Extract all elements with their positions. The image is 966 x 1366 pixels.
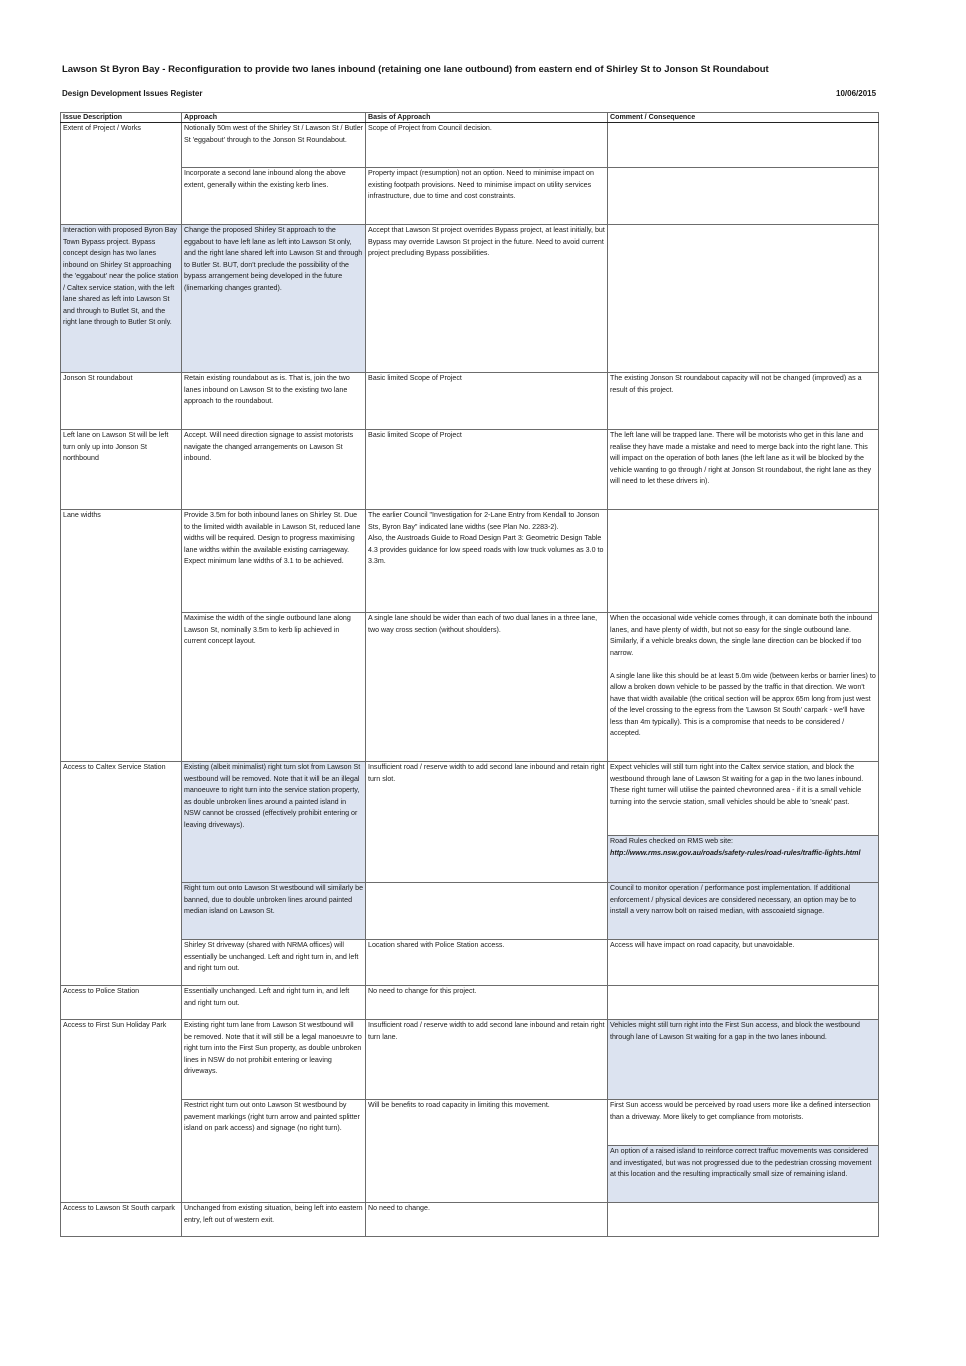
table-row (61, 510, 879, 613)
approach-cell: Change the proposed Shirley St approach to the eggabout to have left lane as left into Lawson St only, and the right lane shared left into Lawson St and through to Butler St. BUT, don't preclude the possibility of the bypass arrangement being developed in the future (linemarking changes granted). (182, 225, 366, 373)
table-row (61, 123, 879, 168)
comment-cell (608, 613, 879, 762)
basis-cell: Location shared with Police Station access. (366, 940, 608, 986)
document-title: Lawson St Byron Bay - Reconfiguration to provide two lanes inbound (retaining one lane outbound) from eastern end of Shirley St to Jonson St Roundabout (62, 64, 769, 75)
approach-cell: Essentially unchanged. Left and right turn in, and left and right turn out. (182, 986, 366, 1020)
register-subtitle: Design Development Issues Register (62, 89, 203, 98)
table-row (61, 1100, 879, 1146)
comment-cell (608, 986, 879, 1020)
approach-cell: Notionally 50m west of the Shirley St / Lawson St / Butler St 'eggabout' through to the Jonson St Roundabout. (182, 123, 366, 168)
basis-cell: Accept that Lawson St project overrides Bypass project, at least initially, but Bypass may override Lawson St project in the future. Need to avoid current project precluding Bypass possibilities. (366, 225, 608, 373)
issue-cell: Access to Caltex Service Station (61, 762, 182, 986)
table-row (61, 613, 879, 762)
comment-cell (608, 168, 879, 225)
table-row (61, 168, 879, 225)
basis-cell: No need to change for this project. (366, 986, 608, 1020)
comment-cell (608, 836, 879, 883)
comment-cell: First Sun access would be perceived by road users more like a defined intersection than a driveway. More likely to get compliance from motorists. (608, 1100, 879, 1146)
approach-cell: Restrict right turn out onto Lawson St westbound by pavement markings (right turn arrow and painted splitter island on park access) and signage (no right turn). (182, 1100, 366, 1203)
basis-cell: Will be benefits to road capacity in limiting this movement. (366, 1100, 608, 1203)
table-header-row (61, 113, 879, 123)
rms-note-label: Road Rules checked on RMS web site: (610, 837, 734, 845)
approach-cell: Provide 3.5m for both inbound lanes on Shirley St. Due to the limited width available in Lawson St, reduced lane widths will be required. Design to progress maximising lane widths within the available existing carriageway. Expect minimum lane widths of 3.1 to be achieved. (182, 510, 366, 613)
comment-cell: Expect vehicles will still turn right into the Caltex service station, and block the westbound through lane of Lawson St waiting for a gap in the two lanes inbound. These right turner will utilise the painted chevronned area - if it is a small vehicle turning into the servcie station, small vehicles should be able to 'sneak' past. (608, 762, 879, 836)
comment-cell: The existing Jonson St roundabout capacity will not be changed (improved) as a result of this project. (608, 373, 879, 430)
basis-cell: Insufficient road / reserve width to add second lane inbound and retain right turn slot. (366, 762, 608, 883)
column-header-issue: Issue Description (61, 113, 182, 123)
table-row (61, 986, 879, 1020)
approach-cell: Right turn out onto Lawson St westbound will similarly be banned, due to double unbroken lines around painted median island on Lawson St. (182, 883, 366, 940)
comment-cell (608, 225, 879, 373)
issue-cell: Jonson St roundabout (61, 373, 182, 430)
approach-cell: Accept. Will need direction signage to assist motorists navigate the changed arrangements on Lawson St inbound. (182, 430, 366, 510)
table-row (61, 1203, 879, 1237)
approach-cell: Existing (albeit minimalist) right turn slot from Lawson St westbound will be removed. Note that it will be an illegal manoeuvre to right turn into the service station property, as double unbroken lines around a painted island in NSW cannot be crossed (effectively prohibit entering or leaving driveways). (182, 762, 366, 883)
basis-cell: Basic limited Scope of Project (366, 430, 608, 510)
table-row (61, 373, 879, 430)
comment-cell (608, 123, 879, 168)
column-header-approach: Approach (182, 113, 366, 123)
comment-cell: Council to monitor operation / performance post implementation. If additional enforcement / physical devices are considered necessary, an option may be to install a very narrow bolt on raised median, with asscoaietd signage. (608, 883, 879, 940)
comment-cell: The left lane will be trapped lane. There will be motorists who get in this lane and realise they have made a mistake and need to merge back into the right lane. This will impact on the operation of both lanes (the left lane as it will be blocked by the vehicle wanting to go through / right at Jonson St roundabout, the right lane as they will need to let these drivers in). (608, 430, 879, 510)
paragraph-gap (610, 659, 876, 671)
approach-cell: Incorporate a second lane inbound along the above extent, generally within the existing kerb lines. (182, 168, 366, 225)
issue-cell: Access to Lawson St South carpark (61, 1203, 182, 1237)
issue-cell: Access to First Sun Holiday Park (61, 1020, 182, 1203)
issue-cell: Lane widths (61, 510, 182, 762)
basis-cell: Insufficient road / reserve width to add second lane inbound and retain right turn lane. (366, 1020, 608, 1100)
issue-cell: Left lane on Lawson St will be left turn only up into Jonson St northbound (61, 430, 182, 510)
table-row (61, 1020, 879, 1100)
basis-cell: Basic limited Scope of Project (366, 373, 608, 430)
issues-table (60, 112, 879, 1237)
table-row (61, 430, 879, 510)
basis-cell: Property impact (resumption) not an option. Need to minimise impact on existing footpath provisions. Need to minimise impact on utility services infrastructure, due to time and cost constraints. (366, 168, 608, 225)
comment-cell: Access will have impact on road capacity, but unavoidable. (608, 940, 879, 986)
comment-paragraph: When the occasional wide vehicle comes through, it can dominate both the inbound lanes, and have plenty of width, but not so easy for the single outbound lane. Similarly, if a vehicle breaks down, the single lane direction can be blocked if too narrow. (610, 614, 873, 657)
basis-paragraph: The earlier Council "Investigation for 2-Lane Entry from Kendall to Jonson Sts, Byron Bay" indicated lane widths (see Plan No. 2283-2). (368, 511, 600, 531)
table-row (61, 762, 879, 836)
column-header-comment: Comment / Consequence (608, 113, 879, 123)
comment-paragraph: A single lane like this should be at least 5.0m wide (between kerbs or barrier lines) to allow a broken down vehicle to be passed by the traffic in that direction. We won't have that width available (the critical section will be approx 65m long from just west of the level crossing to the egress from the 'Lawson St South' carpark - we'll have less than 4m typically). This is a compromise that needs to be considered / accepted. (610, 671, 876, 737)
basis-cell (366, 510, 608, 613)
register-date: 10/06/2015 (836, 89, 877, 98)
table-row (61, 883, 879, 940)
issue-cell: Extent of Project / Works (61, 123, 182, 225)
approach-cell: Unchanged from existing situation, being left into eastern entry, left out of western exit. (182, 1203, 366, 1237)
issue-cell: Interaction with proposed Byron Bay Town Bypass project. Bypass concept design has two lanes inbound on Shirley St approaching the 'eggabout' near the police station / Caltex service station, with the left lane shared as left into Lawson St and through to Butlet St, and the right lane through to Butler St only. (61, 225, 182, 373)
basis-cell: Scope of Project from Council decision. (366, 123, 608, 168)
comment-cell: Vehicles might still turn right into the First Sun access, and block the westbound through lane of Lawson St waiting for a gap in the two lanes inbound. (608, 1020, 879, 1100)
approach-cell: Maximise the width of the single outbound lane along Lawson St, nominally 3.5m to kerb lip achieved in current concept layout. (182, 613, 366, 762)
comment-cell (608, 1203, 879, 1237)
comment-cell (608, 510, 879, 613)
approach-cell: Shirley St driveway (shared with NRMA offices) will essentially be unchanged. Left and right turn in, and left and right turn out. (182, 940, 366, 986)
approach-cell: Retain existing roundabout as is. That is, join the two lanes inbound on Lawson St to the existing two lane approach to the roundabout. (182, 373, 366, 430)
column-header-basis: Basis of Approach (366, 113, 608, 123)
basis-paragraph: Also, the Austroads Guide to Road Design Part 3: Geometric Design Table 4.3 provides guidance for low speed roads with low truck volumes as 3.0 to 3.3m. (368, 534, 604, 565)
comment-cell: An option of a raised island to reinforce correct traffuc movements was considered and investigated, but was not progressed due to the pedestrian crossing movement at this location and the resulting impractically small size of remaining island. (608, 1146, 879, 1203)
basis-cell (366, 883, 608, 940)
table-row (61, 225, 879, 373)
table-row (61, 940, 879, 986)
issue-cell: Access to Police Station (61, 986, 182, 1020)
rms-road-rules-link[interactable]: http://www.rms.nsw.gov.au/roads/safety-rules/road-rules/traffic-lights.html (610, 848, 861, 857)
basis-cell: No need to change. (366, 1203, 608, 1237)
basis-cell: A single lane should be wider than each of two dual lanes in a three lane, two way cross section (without shoulders). (366, 613, 608, 762)
approach-cell: Existing right turn lane from Lawson St westbound will be removed. Note that it will still be a legal manoeuvre to right turn into the First Sun property, as double unbroken lines in NSW do not prohibit entering or leaving driveways. (182, 1020, 366, 1100)
